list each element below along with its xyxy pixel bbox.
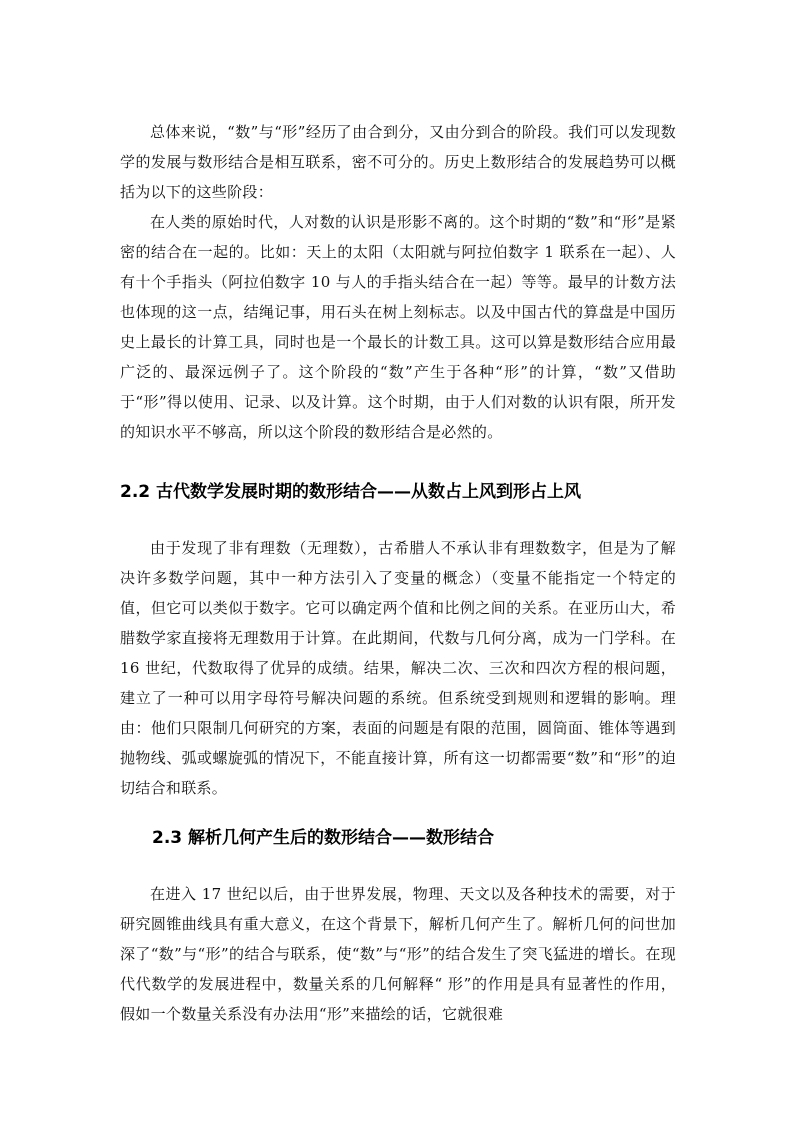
paragraph-primitive-era: 在人类的原始时代，人对数的认识是形影不离的。这个时期的“数”和“形”是紧密的结合在一起的。比如：天上的太阳（太阳就与阿拉伯数字 1 联系在一起）、人有十个手指头（阿拉伯数字 10 与人的手指头结合在一起）等等。最早的计数方法也体现的这一点，结绳记事，用石头在树上刻标志。以及中国古代的算盘是中国历史上最长的计算工具，同时也是一个最长的计数工具。这可以算是数形结合应用最广泛的、最深远例子了。这个阶段的“数”产生于各种“形”的计算，“数”又借助于“形”得以使用、记录、以及计算。这个时期，由于人们对数的认识有限，所开发的知识水平不够高，所以这个阶段的数形结合是必然的。 — [120, 213, 676, 441]
paragraph-ancient-math: 由于发现了非有理数（无理数），古希腊人不承认非有理数数字，但是为了解决许多数学问题，其中一种方法引入了变量的概念）（变量不能指定一个特定的值，但它可以类似于数字。它可以确定两个值和比例之间的关系。在亚历山大，希腊数学家直接将无理数用于计算。在此期间，代数与几何分离，成为一门学科。在 16 世纪，代数取得了优异的成绩。结果，解决二次、三次和四次方程的根问题，建立了一种可以用字母符号解决问题的系统。但系统受到规则和逻辑的影响。理由：他们只限制几何研究的方案，表面的问题是有限的范围，圆筒面、锥体等遇到抛物线、弧或螺旋弧的情况下，不能直接计算，所有这一切都需要“数”和“形”的迫切结合和联系。 — [120, 539, 676, 797]
paragraph-analytic-geometry: 在进入 17 世纪以后，由于世界发展，物理、天文以及各种技术的需要，对于研究圆锥曲线具有重大意义，在这个背景下，解析几何产生了。解析几何的问世加深了“数”与“形”的结合与联系，使“数”与“形”的结合发生了突飞猛进的增长。在现代代数学的发展进程中，数量关系的几何解释“ 形”的作用是具有显著性的作用，假如一个数量关系没有办法用“形”来描绘的话，它就很难 — [120, 885, 676, 1023]
section-heading-2-2: 2.2 古代数学发展时期的数形结合——从数占上风到形占上风 — [120, 482, 582, 502]
paragraph-overview: 总体来说，“数”与“形”经历了由合到分，又由分到合的阶段。我们可以发现数学的发展与数形结合是相互联系，密不可分的。历史上数形结合的发展趋势可以概括为以下的这些阶段： — [120, 123, 676, 201]
section-heading-2-3: 2.3 解析几何产生后的数形结合——数形结合 — [152, 828, 495, 848]
